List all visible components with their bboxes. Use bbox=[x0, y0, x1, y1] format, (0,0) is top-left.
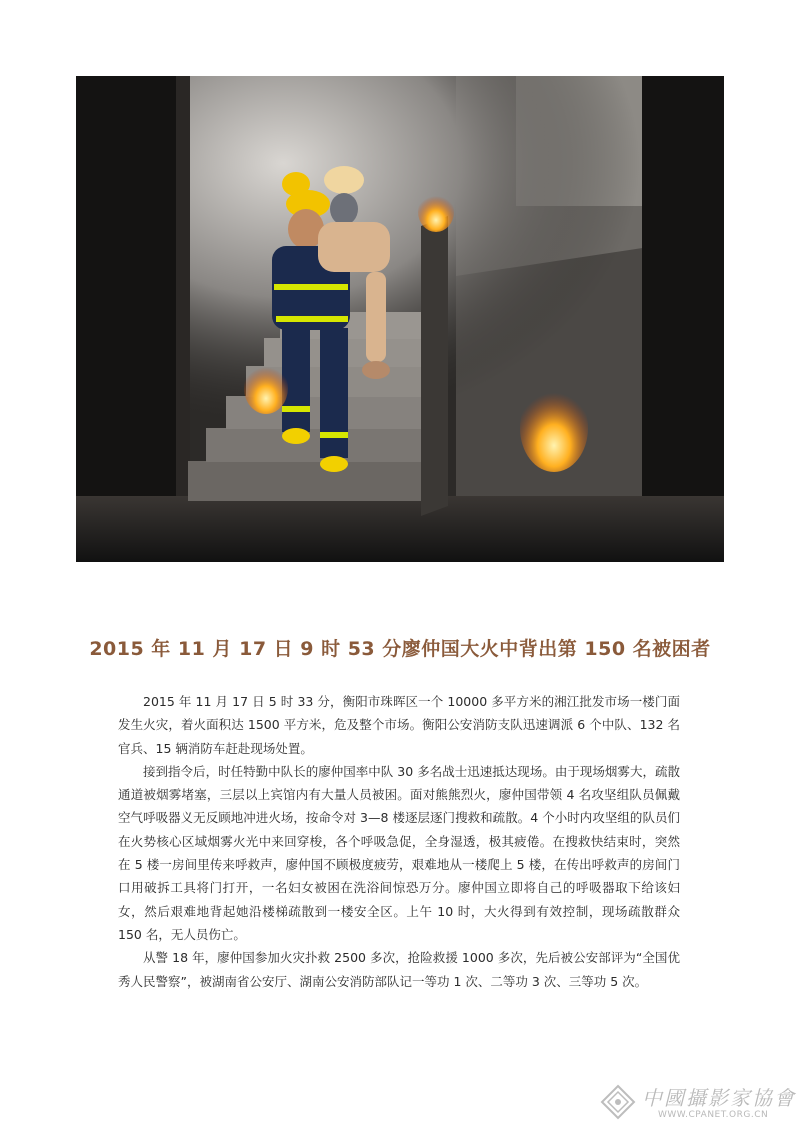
watermark bbox=[600, 1082, 796, 1126]
article-title: 2015 年 11 月 17 日 9 时 53 分廖仲国大火中背出第 150 名被困者 bbox=[89, 638, 711, 660]
article-body bbox=[118, 690, 680, 993]
paragraph: 接到指令后，时任特勤中队长的廖仲国率中队 30 多名战士迅速抵达现场。由于现场烟雾大，疏散通道被烟雾堵塞，三层以上宾馆内有大量人员被困。面对熊熊烈火，廖仲国带领 4 名攻坚组队员佩戴空气呼吸器义无反顾地冲进火场，按命令对 3—8 楼逐层逐门搜救和疏散。4 个小时内攻坚组的队员们在火势核心区域烟雾火光中来回穿梭，各个呼吸急促，全身湿透，极其疲倦。在搜救快结束时，突然在 5 楼一房间里传来呼救声，廖仲国不顾极度疲劳，艰难地从一楼爬上 5 楼，在传出呼救声的房间门口用破拆工具将门打开，一名妇女被困在洗浴间惊恐万分。廖仲国立即将自己的呼吸器取下给该妇女，然后艰难地背起她沿楼梯疏散到一楼安全区。上午 10 时，大火得到有效控制，现场疏散群众 150 名，无人员伤亡。 bbox=[118, 763, 680, 942]
paragraph: 2015 年 11 月 17 日 5 时 33 分，衡阳市珠晖区一个 10000 多平方米的湘江批发市场一楼门面发生火灾，着火面积达 1500 平方米，危及整个市场。衡阳公安消防支队迅速调派 6 个中队、132 名官兵、15 辆消防车赶赴现场处置。 bbox=[118, 694, 680, 756]
watermark-url: WWW.CPANET.ORG.CN bbox=[658, 1110, 769, 1120]
hero-photo bbox=[76, 76, 724, 562]
cpanet-logo-icon bbox=[600, 1084, 636, 1120]
firefighter-rescue-photo bbox=[76, 76, 724, 562]
watermark-name: 中國攝影家協會 bbox=[642, 1086, 796, 1110]
paragraph: 从警 18 年，廖仲国参加火灾扑救 2500 多次，抢险救援 1000 多次，先后被公安部评为“全国优秀人民警察”，被湖南省公安厅、湖南公安消防部队记一等功 1 次、二等功 3 次、三等功 5 次。 bbox=[118, 950, 680, 989]
